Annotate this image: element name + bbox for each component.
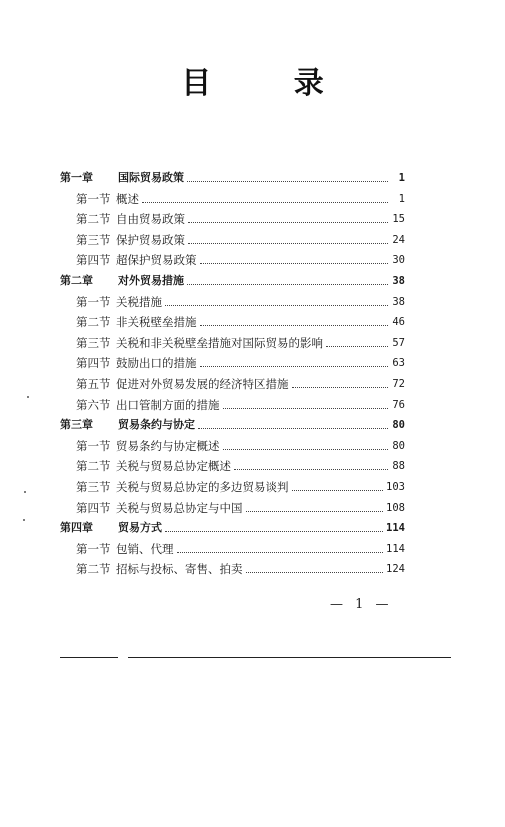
section-number: 第一节 xyxy=(76,191,111,206)
dot-leader xyxy=(200,262,389,264)
dot-leader xyxy=(234,468,388,470)
toc-page-number: 114 xyxy=(386,522,405,535)
toc-section-row xyxy=(60,350,405,370)
section-title: 鼓励出口的措施 xyxy=(116,356,197,371)
scan-edge-line xyxy=(60,657,118,658)
toc-entry-label xyxy=(76,253,197,267)
toc-section-row xyxy=(60,227,405,247)
toc-entry-label xyxy=(60,171,184,185)
toc-page-number: 80 xyxy=(392,419,405,432)
toc-entry-label xyxy=(76,542,174,556)
section-title: 关税措施 xyxy=(116,294,162,309)
toc-entry-label xyxy=(76,439,220,453)
dot-leader xyxy=(165,530,383,532)
dot-leader xyxy=(187,180,388,182)
toc-page-number: 24 xyxy=(392,233,405,246)
section-number: 第四节 xyxy=(76,356,111,371)
toc-entry-label xyxy=(76,315,197,329)
toc-page-number: 15 xyxy=(392,213,405,226)
toc-chapter-row xyxy=(60,165,405,185)
section-number: 第四节 xyxy=(76,253,111,268)
scan-speck xyxy=(24,491,26,493)
section-title: 促进对外贸易发展的经济特区措施 xyxy=(116,377,289,391)
section-number: 第一节 xyxy=(76,294,111,309)
toc-chapter-row xyxy=(60,268,405,288)
toc-page-number: 38 xyxy=(392,295,405,308)
section-number: 第二节 xyxy=(76,212,111,227)
section-title: 关税与贸易总协定的多边贸易谈判 xyxy=(116,480,289,494)
dot-leader xyxy=(200,324,389,326)
dot-leader xyxy=(165,304,388,306)
section-title: 自由贸易政策 xyxy=(116,212,185,227)
section-number: 第四节 xyxy=(76,500,111,515)
toc-section-row xyxy=(60,330,405,350)
toc-section-row xyxy=(60,309,405,329)
toc-section-row xyxy=(60,392,405,412)
section-title: 贸易条约与协定概述 xyxy=(116,438,220,453)
toc-page-number: 1 xyxy=(398,192,405,205)
toc-section-row xyxy=(60,206,405,226)
section-number: 第三节 xyxy=(76,335,111,350)
section-number: 第二节 xyxy=(76,315,111,330)
dot-leader xyxy=(292,386,389,388)
toc-entry-label xyxy=(60,274,184,288)
toc-page-number: 1 xyxy=(398,172,405,184)
toc-page-number: 108 xyxy=(386,501,405,514)
section-number: 第六节 xyxy=(76,397,111,412)
section-title: 关税与贸易总协定与中国 xyxy=(116,500,243,515)
dot-leader xyxy=(187,283,388,285)
toc-entry-label xyxy=(76,356,197,370)
dot-leader xyxy=(177,551,384,553)
toc-entry-label xyxy=(60,521,162,535)
toc-section-row xyxy=(60,186,405,206)
toc-page-number: 63 xyxy=(392,357,405,370)
toc-section-row xyxy=(60,556,405,576)
dot-leader xyxy=(142,201,388,203)
toc-entry-label xyxy=(76,212,185,226)
section-number: 第五节 xyxy=(76,377,111,391)
dot-leader xyxy=(246,571,384,573)
section-number: 第一节 xyxy=(76,438,111,453)
toc-page-number: 57 xyxy=(392,336,405,349)
toc-chapter-row xyxy=(60,412,405,432)
toc-entry-label xyxy=(76,192,139,206)
toc-page-number: 114 xyxy=(386,542,405,555)
dot-leader xyxy=(292,489,384,491)
toc-section-row xyxy=(60,371,405,391)
toc-entry-label xyxy=(76,398,220,412)
toc-section-row xyxy=(60,495,405,515)
toc-section-row xyxy=(60,453,405,473)
toc-entry-label xyxy=(76,562,243,576)
section-title: 超保护贸易政策 xyxy=(116,253,197,268)
dot-leader xyxy=(223,448,389,450)
toc-entry-label xyxy=(76,336,323,350)
section-number: 第二节 xyxy=(76,562,111,577)
chapter-title: 贸易条约与协定 xyxy=(118,418,195,432)
toc-section-row xyxy=(60,433,405,453)
toc-section-row xyxy=(60,474,405,494)
dot-leader xyxy=(188,242,388,244)
toc-page-number: 88 xyxy=(392,460,405,473)
dot-leader xyxy=(246,510,384,512)
scan-speck xyxy=(23,519,25,521)
dot-leader xyxy=(200,365,389,367)
section-title: 包销、代理 xyxy=(116,541,174,556)
scan-edge-line xyxy=(128,657,451,658)
section-number: 第一节 xyxy=(76,541,111,556)
toc-page-number: 76 xyxy=(392,398,405,411)
chapter-title: 贸易方式 xyxy=(118,521,162,535)
scan-speck xyxy=(27,396,29,398)
toc-page-number: 80 xyxy=(392,439,405,452)
toc-page-number: 46 xyxy=(392,316,405,329)
chapter-number: 第四章 xyxy=(60,521,93,535)
section-number: 第二节 xyxy=(76,459,111,474)
section-title: 出口管制方面的措施 xyxy=(116,397,220,412)
chapter-number: 第一章 xyxy=(60,171,93,184)
toc-page-number: 30 xyxy=(392,254,405,267)
dot-leader xyxy=(188,221,388,223)
toc-page-number: 72 xyxy=(392,378,405,390)
section-title: 保护贸易政策 xyxy=(116,232,185,247)
toc-entry-label xyxy=(76,233,185,247)
toc-entry-label xyxy=(76,377,289,391)
toc-page-number: 103 xyxy=(386,481,405,493)
chapter-title: 国际贸易政策 xyxy=(118,171,184,184)
section-title: 概述 xyxy=(116,191,139,206)
section-title: 非关税壁垒措施 xyxy=(116,315,197,330)
chapter-number: 第三章 xyxy=(60,418,93,432)
toc-entry-label xyxy=(76,459,231,473)
toc-chapter-row xyxy=(60,515,405,535)
toc-section-row xyxy=(60,247,405,267)
toc-page-number: 38 xyxy=(392,275,405,287)
page-number-footer: — 1 — xyxy=(330,597,393,612)
section-title: 招标与投标、寄售、拍卖 xyxy=(116,562,243,577)
dot-leader xyxy=(326,345,388,347)
page-title: 目 录 xyxy=(181,66,360,101)
toc-entry-label xyxy=(76,295,162,309)
toc-section-row xyxy=(60,536,405,556)
toc-section-row xyxy=(60,289,405,309)
dot-leader xyxy=(223,407,389,409)
section-title: 关税与贸易总协定概述 xyxy=(116,459,231,474)
section-number: 第三节 xyxy=(76,232,111,247)
toc-entry-label xyxy=(76,480,289,494)
chapter-number: 第二章 xyxy=(60,274,93,287)
chapter-title: 对外贸易措施 xyxy=(118,274,184,287)
toc-page-number: 124 xyxy=(386,563,405,576)
section-title: 关税和非关税壁垒措施对国际贸易的影响 xyxy=(116,335,323,350)
toc-entry-label xyxy=(76,501,243,515)
dot-leader xyxy=(198,427,388,429)
section-number: 第三节 xyxy=(76,480,111,494)
toc-entry-label xyxy=(60,418,195,432)
